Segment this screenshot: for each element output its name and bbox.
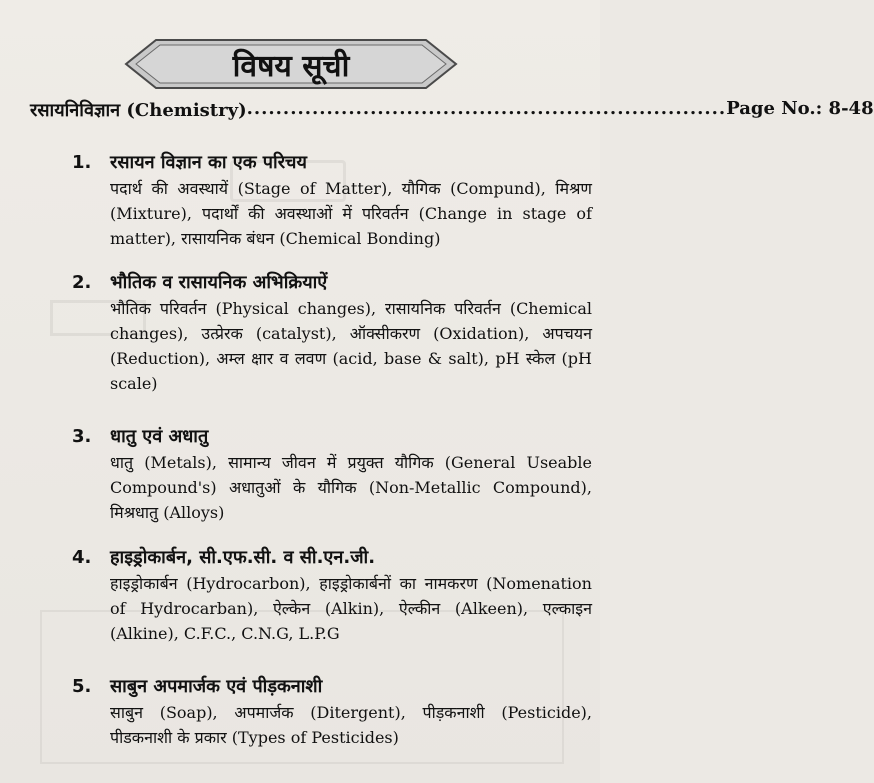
section-2: [72, 270, 592, 396]
section-body: पदार्थ की अवस्थायें (Stage of Matter), यौगिक (Compund), मिश्रण (Mixture), पदार्थों की अवस्थाओं में परिवर्तन (Change in stage of matter), रासायनिक बंधन (Chemical Bonding): [110, 179, 592, 248]
section-body: साबुन (Soap), अपमार्जक (Ditergent), पीड़कनाशी (Pesticide), पीडकनाशी के प्रकार (Types of Pesticides): [110, 703, 592, 747]
page-range: Page No.: 8-48: [726, 98, 874, 119]
section-body: हाइड्रोकार्बन (Hydrocarbon), हाइड्रोकार्बनों का नामकरण (Nomenation of Hydrocarban), ऐल्केन (Alkin), ऐल्कीन (Alkeen), एल्काइन (Alkine), C.F.C., C.N.G, L.P.G: [110, 574, 592, 643]
section-1: [72, 150, 592, 251]
section-number: 3.: [72, 426, 92, 447]
section-3: [72, 424, 592, 525]
section-number: 5.: [72, 676, 92, 697]
section-title: धातु एवं अधातु: [110, 426, 209, 447]
section-body: भौतिक परिवर्तन (Physical changes), रासायनिक परिवर्तन (Chemical changes), उत्प्रेरक (catalyst), ऑक्सीकरण (Oxidation), अपचयन (Reduction), अम्ल क्षार व लवण (acid, base & salt), pH स्केल (pH scale): [110, 299, 592, 393]
title-banner: [126, 36, 456, 92]
section-title: हाइड्रोकार्बन, सी.एफ.सी. व सी.एन.जी.: [110, 547, 376, 568]
subject-name: रसायनिविज्ञान (Chemistry): [30, 100, 247, 121]
section-title: साबुन अपमार्जक एवं पीड़कनाशी: [110, 676, 323, 697]
leader-dots: ..................................................................: [246, 98, 727, 119]
section-number: 1.: [72, 152, 92, 173]
section-title: रसायन विज्ञान का एक परिचय: [110, 152, 307, 173]
page-title: विषय सूची: [232, 48, 350, 84]
section-number: 2.: [72, 272, 92, 293]
section-number: 4.: [72, 547, 92, 568]
section-title: भौतिक व रासायनिक अभिक्रियाऐं: [110, 272, 328, 293]
section-5: [72, 674, 592, 750]
section-4: [72, 545, 592, 646]
subject-header: [30, 98, 874, 122]
section-body: धातु (Metals), सामान्य जीवन में प्रयुक्त यौगिक (General Useable Compound's) अधातुओं के यौगिक (Non-Metallic Compound), मिश्रधातु (Alloys): [110, 453, 592, 522]
